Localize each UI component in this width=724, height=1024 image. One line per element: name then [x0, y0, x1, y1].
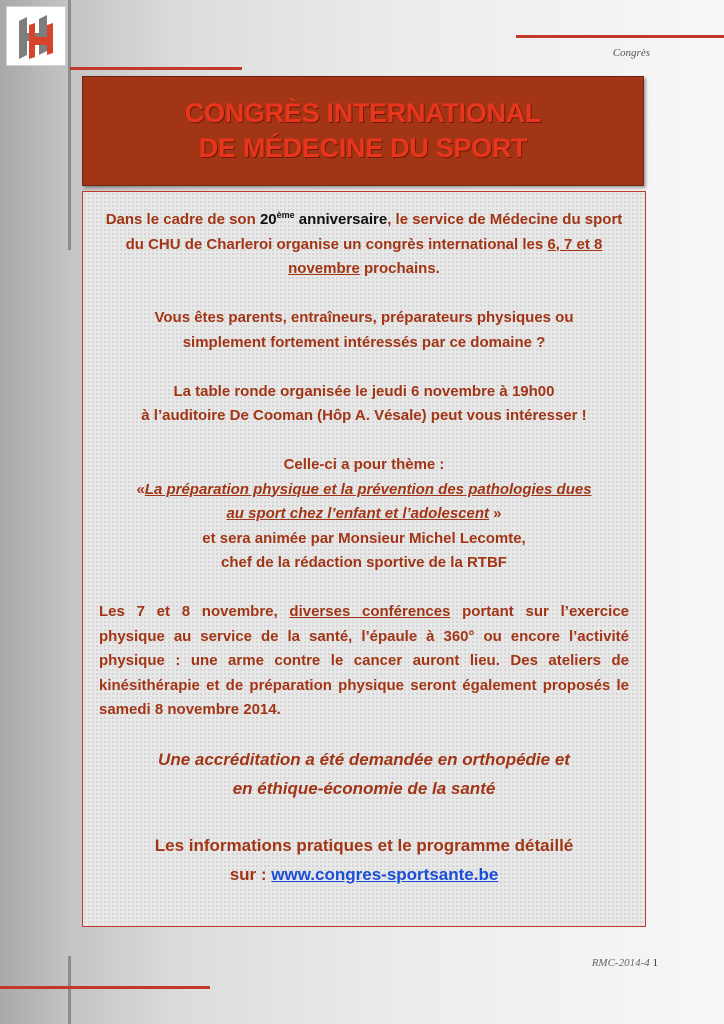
hospital-logo	[6, 6, 66, 66]
theme-title-1: La préparation physique et la prévention des pathologies dues	[144, 480, 592, 498]
congress-dates: 6, 7 et 8 novembre	[288, 235, 603, 277]
roundtable-paragraph	[99, 380, 629, 429]
header-label: Congrès	[612, 47, 650, 59]
audience-line-2: simplement fortement intéressés par ce domaine ?	[182, 333, 546, 351]
theme-host-line-1: et sera animée par Monsieur Michel Lecomte,	[202, 529, 526, 547]
footer-ref-code: RMC-2014-4	[591, 957, 650, 969]
conferences-text-2: portant sur l’exercice physique au service de la santé, l’épaule à 360° ou encore l’activité physique : une arme contre le cancer auront lieu. Des ateliers de kinésithérapie et de préparation physique seront également proposés le samedi 8 novembre 2014.	[99, 603, 630, 718]
accreditation-line-2: en éthique-économie de la santé	[232, 778, 496, 798]
anniversary-number	[260, 211, 387, 228]
theme-title-line-1	[99, 478, 629, 503]
audience-line-1: Vous êtes parents, entraîneurs, préparateurs physiques ou	[154, 309, 574, 326]
anniversary-sup: ème	[276, 210, 295, 220]
accreditation-line-1: Une accréditation a été demandée en orthopédie et	[158, 749, 570, 769]
info-paragraph	[99, 831, 629, 889]
page-number: 1	[652, 957, 658, 969]
announcement-box	[82, 191, 646, 927]
conferences-highlight: diverses conférences	[289, 603, 451, 620]
roundtable-line-2: à l’auditoire De Cooman (Hôp A. Vésale) peut vous intéresser !	[141, 407, 587, 424]
conferences-paragraph	[99, 600, 629, 723]
header-right-rule	[516, 35, 724, 38]
intro-text-1: Dans le cadre de son	[105, 211, 260, 228]
footer-reference	[592, 957, 658, 969]
info-line-1: Les informations pratiques et le programme détaillé	[154, 835, 574, 855]
accreditation-paragraph	[99, 745, 629, 803]
theme-host-line-2: chef de la rédaction sportive de la RTBF	[221, 554, 507, 571]
theme-title-line-2	[99, 502, 629, 527]
info-line-2	[99, 860, 629, 889]
intro-paragraph	[99, 208, 629, 282]
audience-paragraph	[99, 306, 629, 355]
left-vertical-rule-bottom	[68, 956, 71, 1024]
title-line-1: CONGRÈS INTERNATIONAL	[184, 98, 542, 128]
footer-left-rule	[0, 986, 210, 989]
anniversary-word: anniversaire	[294, 211, 388, 228]
anniversary-num: 20	[259, 211, 277, 228]
theme-title-2: au sport chez l’enfant et l’adolescent	[226, 505, 490, 522]
title-line-2: DE MÉDECINE DU SPORT	[198, 133, 528, 163]
intro-text-2: , le service de Médecine du sport du CHU de Charleroi organise un congrès international les	[125, 211, 623, 253]
intro-text-3: prochains.	[359, 260, 440, 277]
congress-website-link[interactable]: www.congres-sportsante.be	[271, 864, 499, 884]
info-prefix: sur :	[229, 864, 272, 884]
theme-intro: Celle-ci a pour thème :	[283, 456, 445, 473]
header-left-rule	[70, 67, 242, 70]
theme-open-quote: «	[136, 480, 145, 498]
theme-paragraph	[99, 453, 629, 576]
hospital-logo-icon	[7, 7, 65, 65]
roundtable-line-1: La table ronde organisée le jeudi 6 novembre à 19h00	[173, 382, 555, 400]
conferences-text-1: Les 7 et 8 novembre,	[99, 603, 290, 620]
theme-close-quote: »	[489, 505, 502, 522]
title-banner	[82, 76, 644, 186]
left-vertical-rule-top	[68, 0, 71, 250]
